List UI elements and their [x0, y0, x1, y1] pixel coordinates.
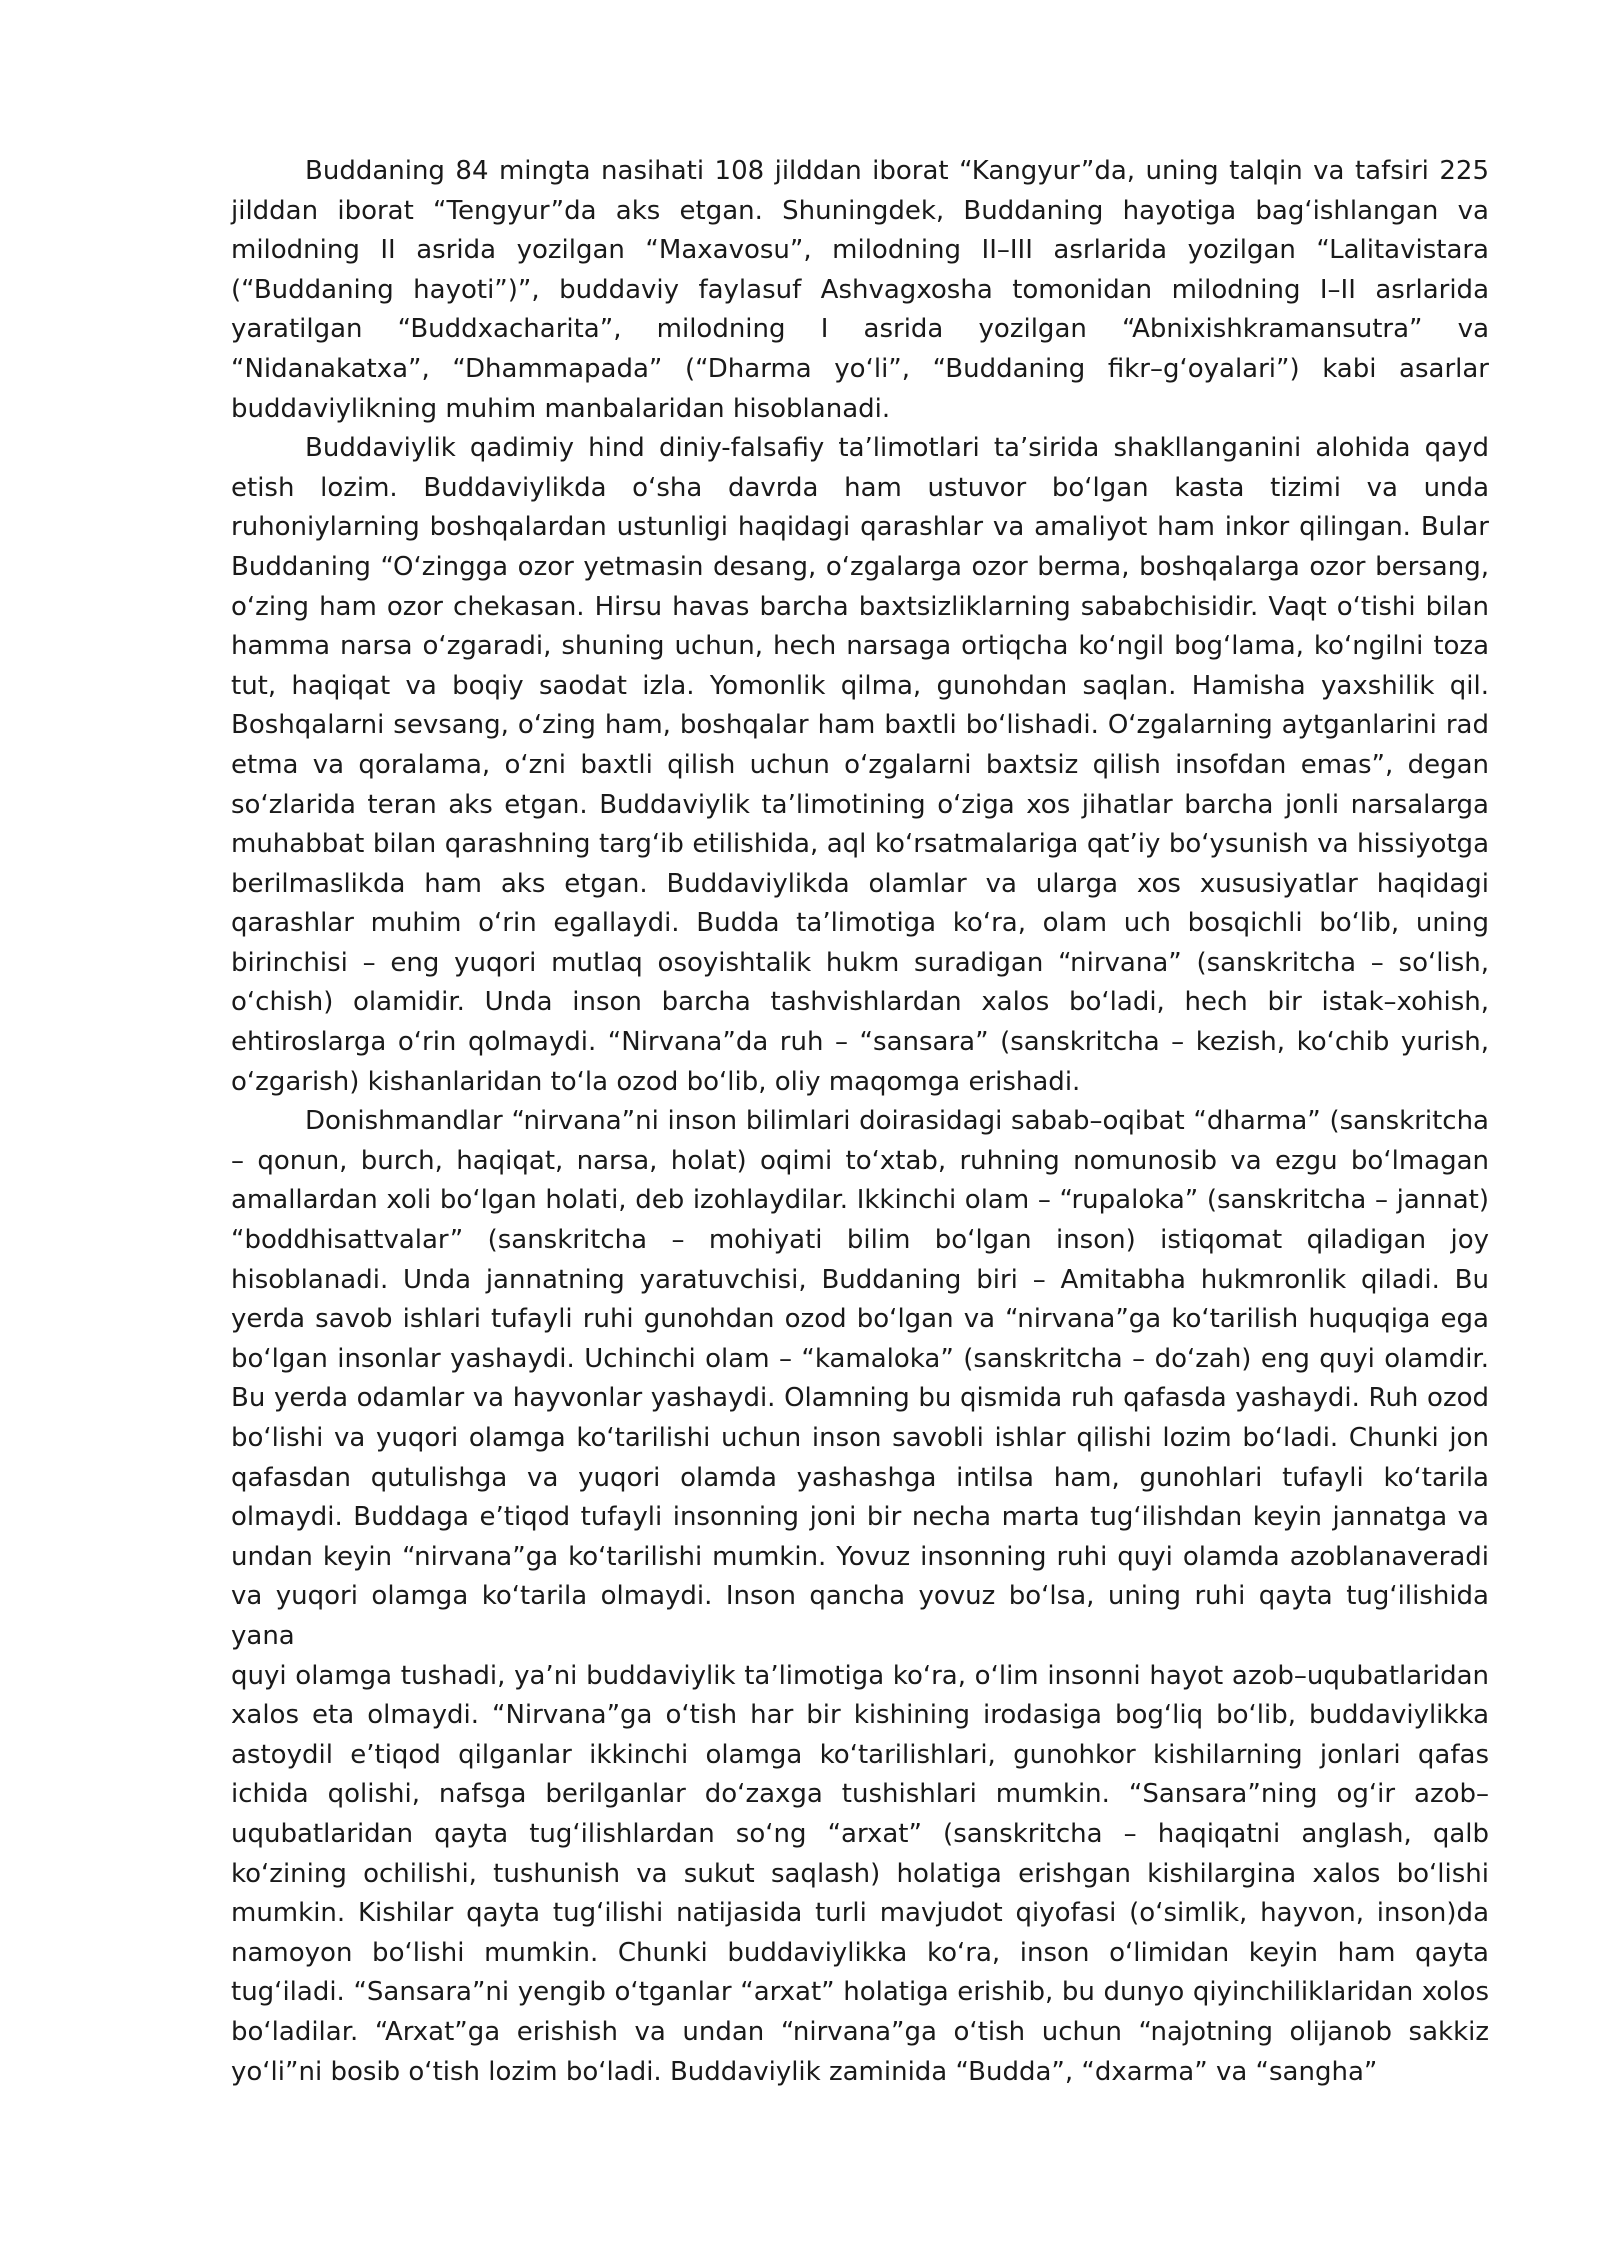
paragraph: Buddaning 84 mingta nasihati 108 jilddan iborat “Kangyur”da, uning talqin va tafsiri 225 jilddan iborat “Tengyur”da aks etgan. Shuningdek, Buddaning hayotiga bag‘ishlangan va milodning II asrida yozilgan “Maxavosu”, milodning II–III asrlarida yozilgan “Lalitavistara (“Buddaning hayoti”)”, buddaviy faylasuf Ashvagxosha tomonidan milodning I–II asrlarida yaratilgan “Buddxacharita”, milodning I asrida yozilgan “Abnixishkramansutra” va “Nidanakatxa”, “Dhammapada” (“Dharma yo‘li”, “Buddaning fikr–g‘oyalari”) kabi asarlar buddaviylikning muhim manbalaridan hisoblanadi.: [231, 156, 1489, 424]
paragraph: Donishmandlar “nirvana”ni inson bilimlari doirasidagi sabab–oqibat “dharma” (sanskritcha – qonun, burch, haqiqat, narsa, holat) oqimi to‘xtab, ruhning nomunosib va ezgu bo‘lmagan amallardan xoli bo‘lgan holati, deb izohlaydilar. Ikkinchi olam – “rupaloka” (sanskritcha – jannat) “boddhisattvalar” (sanskritcha – mohiyati bilim bo‘lgan inson) istiqomat qiladigan joy hisoblanadi. Unda jannatning yaratuvchisi, Buddaning biri – Amitabha hukmronlik qiladi. Bu yerda savob ishlari tufayli ruhi gunohdan ozod bo‘lgan va “nirvana”ga ko‘tarilish huquqiga ega bo‘lgan insonlar yashaydi. Uchinchi olam – “kamaloka” (sanskritcha – do‘zah) eng quyi olamdir. Bu yerda odamlar va hayvonlar yashaydi. Olamning bu qismida ruh qafasda yashaydi. Ruh ozod bo‘lishi va yuqori olamga ko‘tarilishi uchun inson savobli ishlar qilishi lozim bo‘ladi. Chunki jon qafasdan qutulishga va yuqori olamda yashashga intilsa ham, gunohlari tufayli ko‘tarila olmaydi. Buddaga e’tiqod tufayli insonning joni bir necha marta tug‘ilishdan keyin jannatga va undan keyin “nirvana”ga ko‘tarilishi mumkin. Yovuz insonning ruhi quyi olamda azoblanaveradi va yuqori olamga ko‘tarila olmaydi. Inson qancha yovuz bo‘lsa, uning ruhi qayta tug‘ilishida yana quyi olamga tushadi, ya’ni buddaviylik ta’limotiga ko‘ra, o‘lim insonni hayot azob–uqubatlaridan xalos eta olmaydi. “Nirvana”ga o‘tish har bir kishining irodasiga bog‘liq bo‘lib, buddaviylikka astoydil e’tiqod qilganlar ikkinchi olamga ko‘tarilishlari, gunohkor kishilarning jonlari qafas ichida qolishi, nafsga berilganlar do‘zaxga tushishlari mumkin. “Sansara”ning og‘ir azob–uqubatlaridan qayta tug‘ilishlardan so‘ng “arxat” (sanskritcha – haqiqatni anglash, qalb ko‘zining ochilishi, tushunish va sukut saqlash) holatiga erishgan kishilargina xalos bo‘lishi mumkin. Kishilar qayta tug‘ilishi natijasida turli mavjudot qiyofasi (o‘simlik, hayvon, inson)da namoyon bo‘lishi mumkin. Chunki buddaviylikka ko‘ra, inson o‘limidan keyin ham qayta tug‘iladi. “Sansara”ni yengib o‘tganlar “arxat” holatiga erishib, bu dunyo qiyinchiliklaridan xolos bo‘ladilar. “Arxat”ga erishish va undan “nirvana”ga o‘tish uchun “najotning olijanob sakkiz yo‘li”ni bosib o‘tish lozim bo‘ladi. Buddaviylik zaminida “Budda”, “dxarma” va “sangha”: [231, 1106, 1489, 2087]
paragraph: Buddaviylik qadimiy hind diniy-falsafiy ta’limotlari ta’sirida shakllanganini alohida qayd etish lozim. Buddaviylikda o‘sha davrda ham ustuvor bo‘lgan kasta tizimi va unda ruhoniylarning boshqalardan ustunligi haqidagi qarashlar va amaliyot ham inkor qilingan. Bular Buddaning “O‘zingga ozor yetmasin desang, o‘zgalarga ozor berma, boshqalarga ozor bersang, o‘zing ham ozor chekasan. Hirsu havas barcha baxtsizliklarning sababchisidir. Vaqt o‘tishi bilan hamma narsa o‘zgaradi, shuning uchun, hech narsaga ortiqcha ko‘ngil bog‘lama, ko‘ngilni toza tut, haqiqat va boqiy saodat izla. Yomonlik qilma, gunohdan saqlan. Hamisha yaxshilik qil. Boshqalarni sevsang, o‘zing ham, boshqalar ham baxtli bo‘lishadi. O‘zgalarning aytganlarini rad etma va qoralama, o‘zni baxtli qilish uchun o‘zgalarni baxtsiz qilish insofdan emas”, degan so‘zlarida teran aks etgan. Buddaviylik ta’limotining o‘ziga xos jihatlar barcha jonli narsalarga muhabbat bilan qarashning targ‘ib etilishida, aql ko‘rsatmalariga qat’iy bo‘ysunish va hissiyotga berilmaslikda ham aks etgan. Buddaviylikda olamlar va ularga xos xususiyatlar haqidagi qarashlar muhim o‘rin egallaydi. Budda ta’limotiga ko‘ra, olam uch bosqichli bo‘lib, uning birinchisi – eng yuqori mutlaq osoyishtalik hukm suradigan “nirvana” (sanskritcha – so‘lish, o‘chish) olamidir. Unda inson barcha tashvishlardan xalos bo‘ladi, hech bir istak–xohish, ehtiroslarga o‘rin qolmaydi. “Nirvana”da ruh – “sansara” (sanskritcha – kezish, ko‘chib yurish, o‘zgarish) kishanlaridan to‘la ozod bo‘lib, oliy maqomga erishadi.: [231, 433, 1489, 1097]
document-body: [231, 152, 1489, 2092]
